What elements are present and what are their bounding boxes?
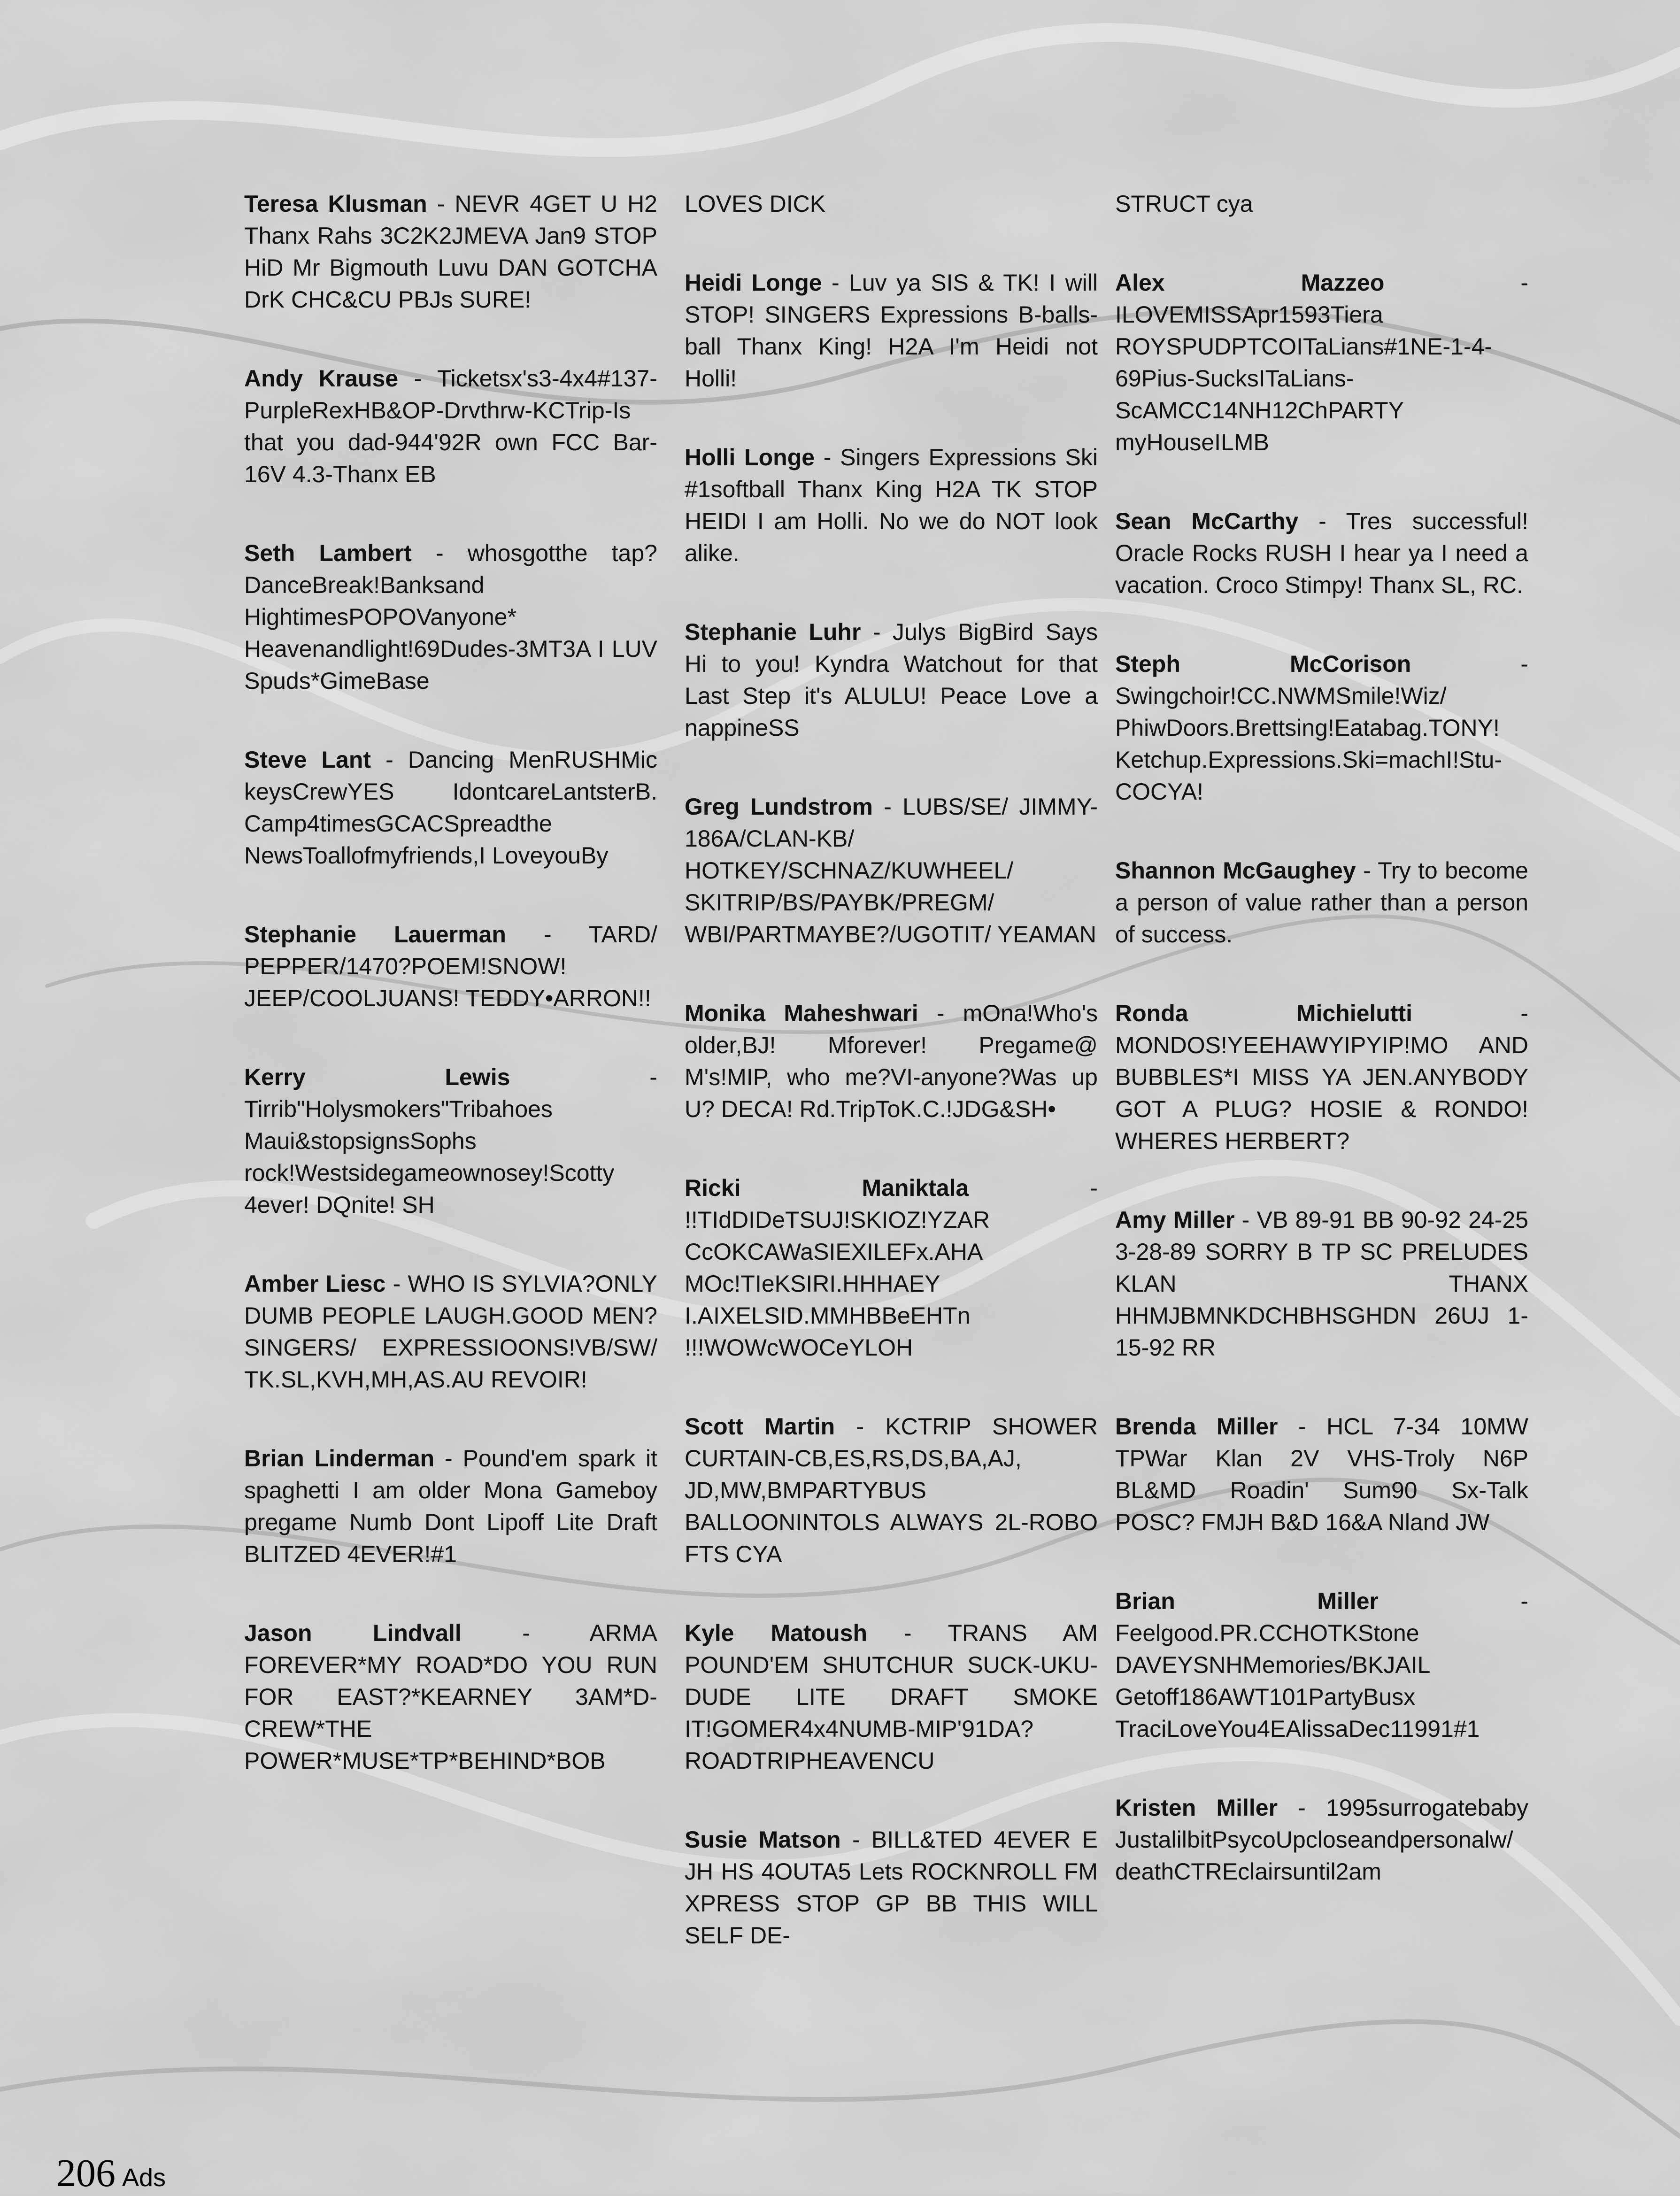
ad-entry	[685, 997, 1098, 1125]
ad-entry	[244, 1617, 657, 1777]
student-name: Steve Lant	[244, 747, 371, 773]
ad-text: - Dancing MenRUSHMic keysCrewYES IdontcareLantsterB. Camp4timesGCACSpreadthe NewsToallofmyfriends,I LoveyouBy	[244, 747, 657, 869]
ad-text: - LUBS/SE/ JIMMY-186A/CLAN-KB/ HOTKEY/SCHNAZ/KUWHEEL/ SKITRIP/BS/PAYBK/PREGM/ WBI/PARTMAYBE?/UGOTIT/ YEAMAN	[685, 794, 1098, 948]
column-1	[244, 188, 657, 1824]
student-name: Brenda Miller	[1115, 1413, 1278, 1440]
ad-entry	[1115, 855, 1528, 950]
ad-text: - KCTRIP SHOWER CURTAIN-CB,ES,RS,DS,BA,AJ, JD,MW,BMPARTYBUS BALLOONINTOLS ALWAYS 2L-ROBO FTS CYA	[685, 1413, 1098, 1567]
student-name: Amber Liesc	[244, 1271, 386, 1297]
ad-entry	[1115, 1585, 1528, 1745]
ad-text: - ARMA FOREVER*MY ROAD*DO YOU RUN FOR EAST?*KEARNEY 3AM*D-CREW*THE POWER*MUSE*TP*BEHIND*BOB	[244, 1620, 657, 1774]
student-name: Scott Martin	[685, 1413, 835, 1440]
student-name: Kristen Miller	[1115, 1795, 1278, 1821]
ad-entry	[685, 267, 1098, 394]
ad-text: - Feelgood.PR.CCHOTKStone DAVEYSNHMemories/BKJAIL Getoff186AWT101PartyBusx TraciLoveYou4EAlissaDec11991#1	[1115, 1588, 1528, 1742]
ad-entry	[1115, 1792, 1528, 1888]
continued-text: STRUCT cya	[1115, 191, 1253, 217]
ad-text: - !!TIdDIDeTSUJ!SKIOZ!YZAR CcOKCAWaSIEXILEFx.AHA MOc!TIeKSIRI.HHHAEY I.AIXELSID.MMHBBeEHTn !!!WOWcWOCeYLOH	[685, 1175, 1098, 1361]
ad-entry	[244, 188, 657, 316]
ad-entry	[685, 441, 1098, 569]
student-name: Heidi Longe	[685, 270, 822, 296]
student-name: Steph McCorison	[1115, 651, 1411, 677]
ad-entry	[1115, 1204, 1528, 1364]
section-label: Ads	[122, 2164, 166, 2192]
ad-entry	[685, 791, 1098, 950]
ad-entry	[685, 1172, 1098, 1364]
student-name: Monika Maheshwari	[685, 1000, 918, 1026]
ad-text: - NEVR 4GET U H2 Thanx Rahs 3C2K2JMEVA Jan9 STOP HiD Mr Bigmouth Luvu DAN GOTCHA DrK CHC&CU PBJs SURE!	[244, 191, 657, 313]
ad-entry	[1115, 267, 1528, 458]
student-name: Susie Matson	[685, 1826, 841, 1853]
ad-text: - 1995surrogatebaby JustalilbitPsycoUpcloseandpersonalw/ deathCTREclairsuntil2am	[1115, 1795, 1528, 1885]
ad-entry	[685, 1617, 1098, 1777]
ad-text: - Singers Expressions Ski #1softball Thanx King H2A TK STOP HEIDI I am Holli. No we do NOT look alike.	[685, 444, 1098, 566]
student-name: Jason Lindvall	[244, 1620, 462, 1646]
ad-entry	[244, 537, 657, 697]
student-name: Shannon McGaughey	[1115, 857, 1356, 884]
student-name: Greg Lundstrom	[685, 794, 873, 820]
ad-text: - WHO IS SYLVIA?ONLY DUMB PEOPLE LAUGH.GOOD MEN? SINGERS/ EXPRESSIOONS!VB/SW/ TK.SL,KVH,MH,AS.AU REVOIR!	[244, 1271, 658, 1393]
student-name: Seth Lambert	[244, 540, 412, 566]
page-number: 206	[56, 2151, 116, 2195]
ad-entry	[685, 1824, 1098, 1951]
ad-entry	[244, 1061, 657, 1221]
student-name: Kerry Lewis	[244, 1064, 510, 1090]
student-name: Brian Miller	[1115, 1588, 1379, 1614]
ad-text: - MONDOS!YEEHAWYIPYIP!MO AND BUBBLES*I MISS YA JEN.ANYBODY GOT A PLUG? HOSIE & RONDO! WHERES HERBERT?	[1115, 1000, 1529, 1154]
column-3	[1115, 188, 1528, 1934]
ad-entry	[1115, 648, 1528, 808]
ad-entry	[685, 1410, 1098, 1570]
ad-text: - whosgotthe tap?DanceBreak!Banksand HightimesPOPOVanyone* Heavenandlight!69Dudes-3MT3A I LUV Spuds*GimeBase	[244, 540, 657, 694]
ad-text: - Luv ya SIS & TK! I will STOP! SINGERS Expressions B-balls-ball Thanx King! H2A I'm Heidi not Holli!	[685, 270, 1098, 392]
ad-text: - Tirrib"Holysmokers"Tribahoes Maui&stopsignsSophs rock!Westsidegameownosey!Scotty 4ever! DQnite! SH	[244, 1064, 657, 1218]
ad-entry	[1115, 1410, 1528, 1538]
student-name: Stephanie Luhr	[685, 619, 861, 645]
student-name: Andy Krause	[244, 365, 399, 392]
ad-text: - HCL 7-34 10MW TPWar Klan 2V VHS-Troly N6P BL&MD Roadin' Sum90 Sx-Talk POSC? FMJH B&D 16&A Nland JW	[1115, 1413, 1529, 1535]
ad-entry	[1115, 997, 1528, 1157]
page-footer	[56, 2150, 166, 2195]
student-name: Stephanie Lauerman	[244, 921, 506, 948]
student-name: Teresa Klusman	[244, 191, 427, 217]
ad-text: - BILL&TED 4EVER E JH HS 4OUTA5 Lets ROCKNROLL FM XPRESS STOP GP BB THIS WILL SELF DE-	[685, 1826, 1098, 1949]
ad-entry	[244, 1442, 657, 1570]
student-name: Sean McCarthy	[1115, 508, 1299, 534]
student-name: Alex Mazzeo	[1115, 270, 1385, 296]
ad-text: - Try to become a person of value rather than a person of success.	[1115, 857, 1528, 948]
ad-entry	[244, 744, 657, 871]
student-name: Ronda Michielutti	[1115, 1000, 1413, 1026]
ad-text: - TRANS AM POUND'EM SHUTCHUR SUCK-UKU-DUDE LITE DRAFT SMOKE IT!GOMER4x4NUMB-MIP'91DA?ROADTRIPHEAVENCU	[685, 1620, 1098, 1774]
ad-text: - mOna!Who's older,BJ! Mforever! Pregame@ M's!MIP, who me?VI-anyone?Was up U? DECA! Rd.TripToK.C.!JDG&SH•	[685, 1000, 1098, 1122]
ad-text: - VB 89-91 BB 90-92 24-25 3-28-89 SORRY B TP SC PRELUDES KLAN THANX HHMJBMNKDCHBHSGHDN 26UJ 1-15-92 RR	[1115, 1207, 1529, 1361]
ad-text: - Ticketsx's3-4x4#137-PurpleRexHB&OP-Drvthrw-KCTrip-Is that you dad-944'92R own FCC Bar-16V 4.3-Thanx EB	[244, 365, 657, 487]
ad-text: - Pound'em spark it spaghetti I am older Mona Gameboy pregame Numb Dont Lipoff Lite Draft BLITZED 4EVER!#1	[244, 1445, 657, 1567]
student-name: Kyle Matoush	[685, 1620, 868, 1646]
ad-entry	[685, 616, 1098, 744]
ad-text: - Swingchoir!CC.NWMSmile!Wiz/ PhiwDoors.Brettsing!Eatabag.TONY! Ketchup.Expressions.Ski=machI!Stu-COCYA!	[1115, 651, 1528, 805]
ad-entry	[244, 1268, 657, 1395]
continued-text: LOVES DICK	[685, 191, 826, 217]
ad-text: - TARD/ PEPPER/1470?POEM!SNOW! JEEP/COOLJUANS! TEDDY•ARRON!!	[244, 921, 657, 1011]
ad-entry	[244, 362, 657, 490]
student-name: Holli Longe	[685, 444, 815, 470]
ad-text: - Tres successful! Oracle Rocks RUSH I hear ya I need a vacation. Croco Stimpy! Thanx SL, RC.	[1115, 508, 1528, 598]
ad-entry	[1115, 505, 1528, 601]
ad-text: - Julys BigBird Says Hi to you! Kyndra Watchout for that Last Step it's ALULU! Peace Love a nappineSS	[685, 619, 1098, 741]
student-name: Ricki Maniktala	[685, 1175, 969, 1201]
ad-entry	[244, 918, 657, 1014]
column-2	[685, 188, 1098, 1998]
student-name: Brian Linderman	[244, 1445, 435, 1472]
student-name: Amy Miller	[1115, 1207, 1235, 1233]
ad-text: - ILOVEMISSApr1593Tiera ROYSPUDPTCOITaLians#1NE-1-4-69Pius-SucksITaLians-ScAMCC14NH12ChPARTY myHouseILMB	[1115, 270, 1528, 455]
